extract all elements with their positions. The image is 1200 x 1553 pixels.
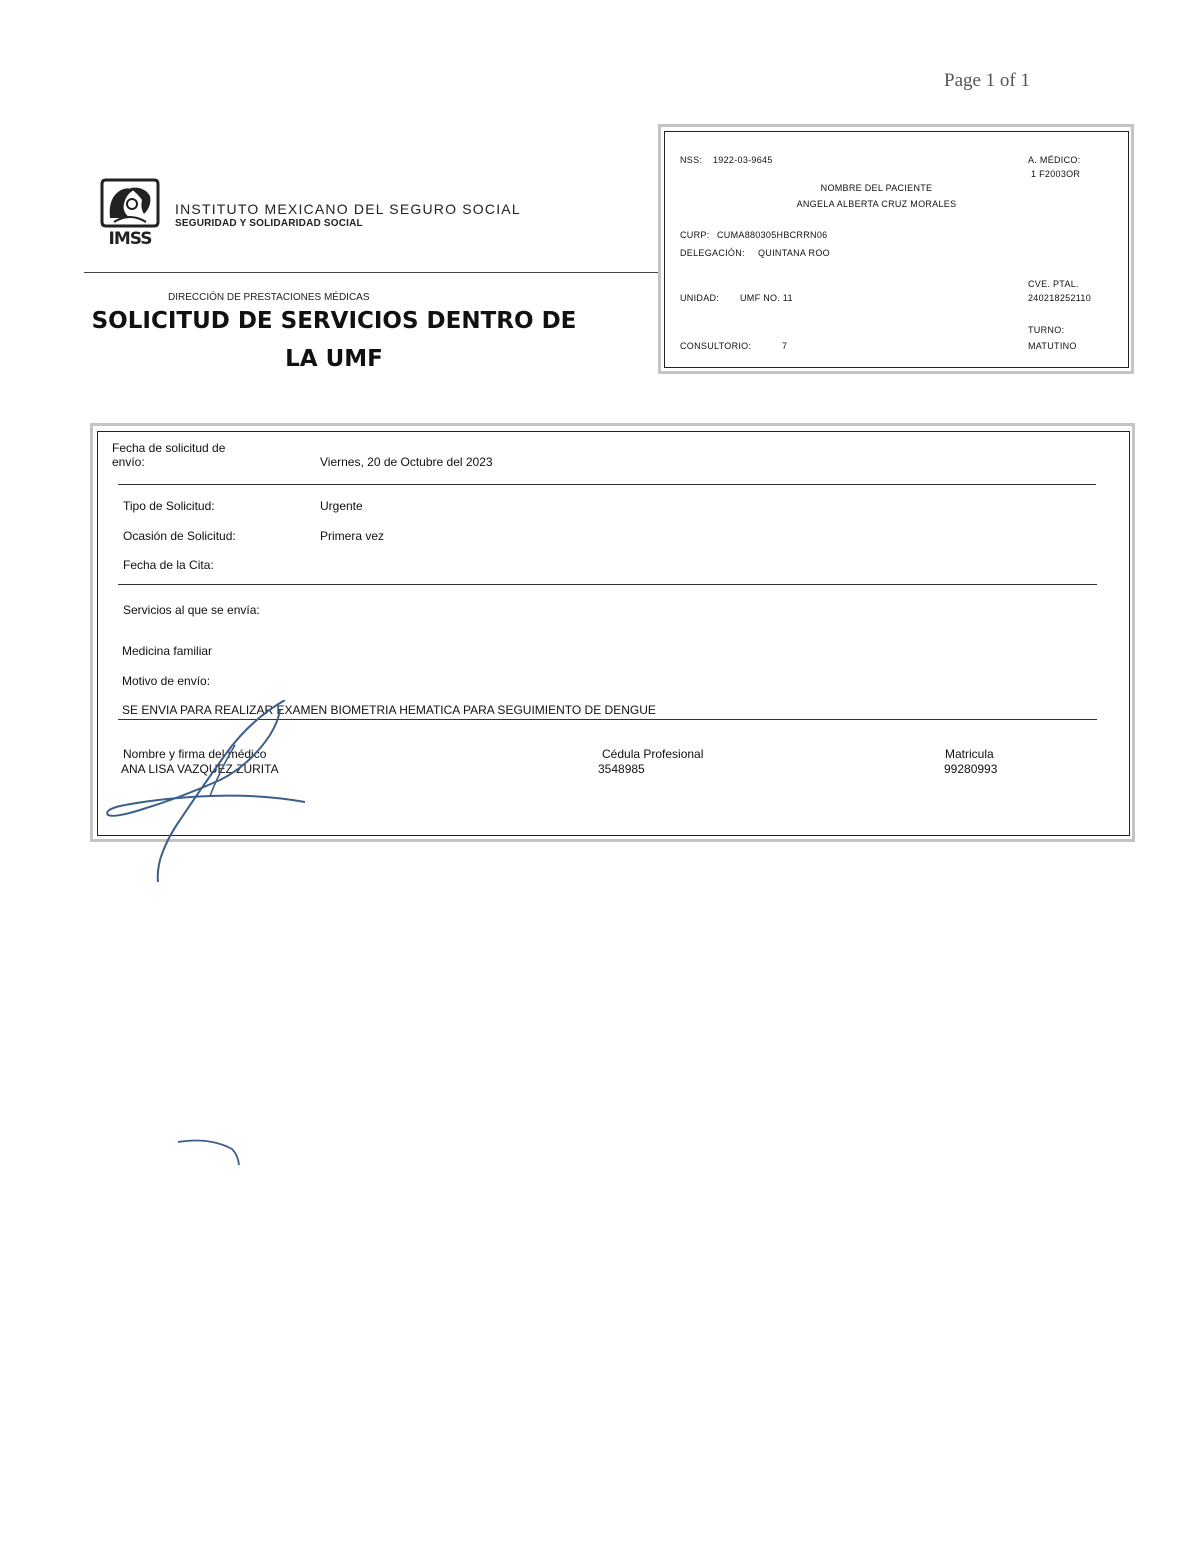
nss-value: 1922-03-9645 xyxy=(713,155,773,165)
curp-label: CURP: xyxy=(680,230,710,240)
doctor-signature xyxy=(100,700,320,890)
ocasion-value: Primera vez xyxy=(320,529,385,543)
patient-info-box xyxy=(658,124,1134,374)
medico-name-value: ANA LISA VAZQUEZ ZURITA xyxy=(121,762,279,776)
fecha-envio-label-2: envío: xyxy=(112,455,145,469)
unidad-label: UNIDAD: xyxy=(680,293,720,303)
fecha-envio-value: Viernes, 20 de Octubre del 2023 xyxy=(320,455,493,469)
cedula-value: 3548985 xyxy=(598,762,645,776)
institution-name: INSTITUTO MEXICANO DEL SEGURO SOCIAL xyxy=(175,201,521,217)
patient-name-label: NOMBRE DEL PACIENTE xyxy=(820,183,933,193)
delegacion-value: QUINTANA ROO xyxy=(758,248,830,258)
page-number: Page 1 of 1 xyxy=(944,70,1031,91)
header-divider xyxy=(84,272,660,273)
fecha-cita-label: Fecha de la Cita: xyxy=(123,558,214,572)
medico-firma-label: Nombre y firma del médico xyxy=(123,747,267,761)
matricula-value: 99280993 xyxy=(944,762,998,776)
cve-label: CVE. PTAL. xyxy=(1028,279,1079,289)
consultorio-label: CONSULTORIO: xyxy=(680,341,752,351)
cedula-label: Cédula Profesional xyxy=(602,747,704,761)
form-title xyxy=(84,302,584,378)
medico-value: 1 F2003OR xyxy=(1031,169,1081,179)
servicio-value: Medicina familiar xyxy=(122,644,213,658)
fecha-envio-label-1: Fecha de solicitud de xyxy=(112,441,226,455)
curp-value: CUMA880305HBCRRN06 xyxy=(717,230,828,240)
patient-name-value: ANGELA ALBERTA CRUZ MORALES xyxy=(796,199,957,209)
matricula-label: Matricula xyxy=(945,747,994,761)
ocasion-label: Ocasión de Solicitud: xyxy=(123,529,236,543)
form-title-line-1: SOLICITUD DE SERVICIOS DENTRO DE xyxy=(91,308,577,334)
section-divider xyxy=(118,484,1096,485)
servicios-label: Servicios al que se envía: xyxy=(123,603,260,617)
tipo-value: Urgente xyxy=(320,499,363,513)
logo-text: IMSS xyxy=(108,229,152,246)
imss-logo xyxy=(100,178,160,246)
tipo-label: Tipo de Solicitud: xyxy=(123,499,215,513)
institution-subtitle: SEGURIDAD Y SOLIDARIDAD SOCIAL xyxy=(175,218,363,229)
delegacion-label: DELEGACIÓN: xyxy=(680,248,745,258)
motivo-label: Motivo de envío: xyxy=(122,674,211,688)
medico-label: A. MÉDICO: xyxy=(1028,155,1081,165)
nss-label: NSS: xyxy=(680,155,703,165)
turno-value: MATUTINO xyxy=(1028,341,1077,351)
direction-label: DIRECCIÓN DE PRESTACIONES MÉDICAS xyxy=(168,292,370,303)
unidad-value: UMF NO. 11 xyxy=(740,293,793,303)
ink-scribble xyxy=(170,1133,250,1173)
motivo-value: SE ENVIA PARA REALIZAR EXAMEN BIOMETRIA HEMATICA PARA SEGUIMIENTO DE DENGUE xyxy=(122,703,656,717)
turno-label: TURNO: xyxy=(1028,325,1065,335)
cve-value: 240218252110 xyxy=(1028,293,1091,303)
section-divider xyxy=(118,584,1097,585)
consultorio-value: 7 xyxy=(782,341,788,351)
form-title-line-2: LA UMF xyxy=(285,346,383,372)
